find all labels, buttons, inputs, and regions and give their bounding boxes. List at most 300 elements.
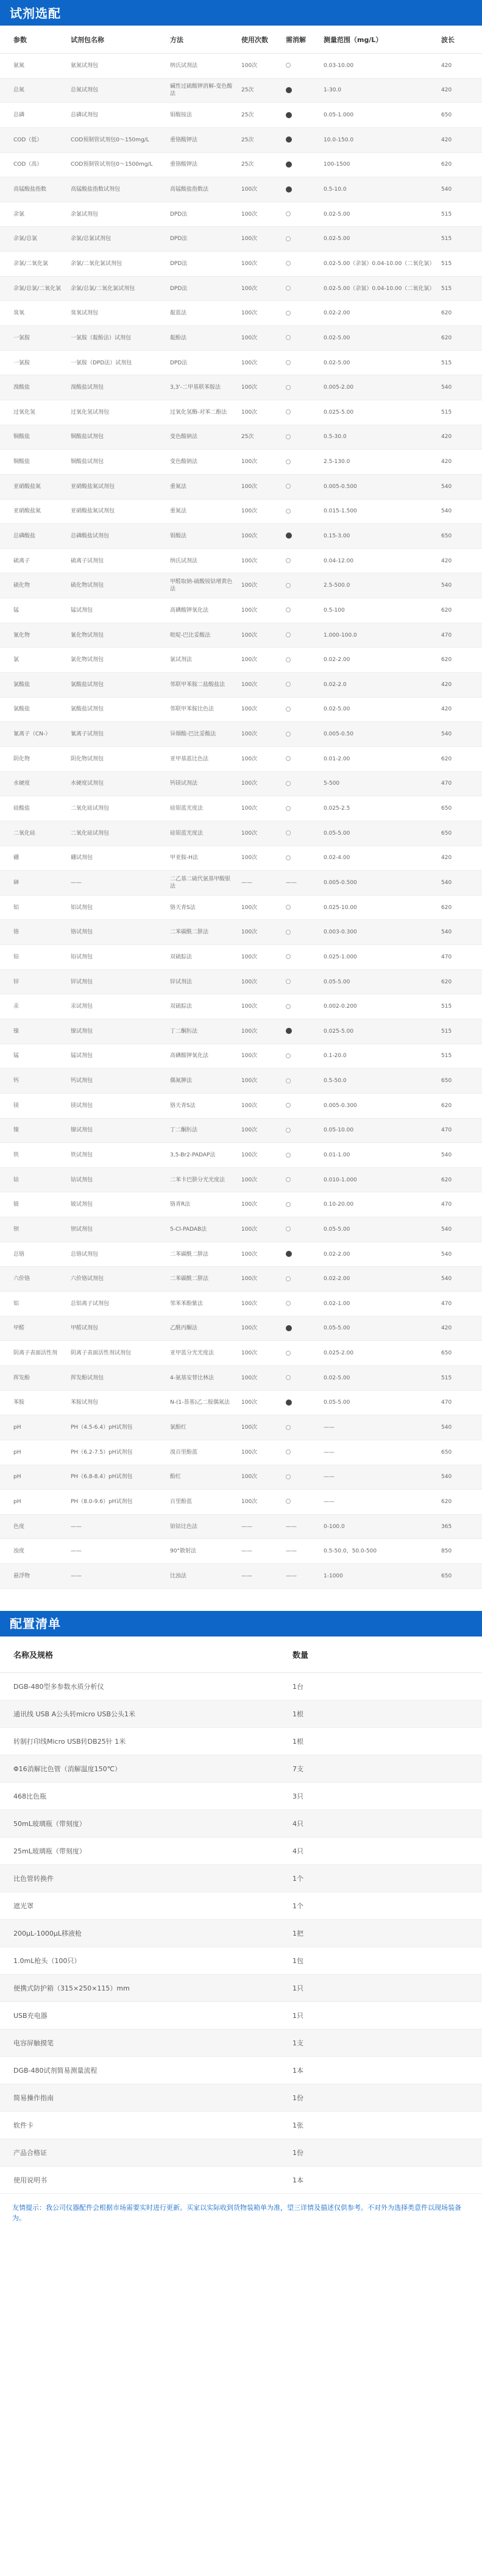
reagent-cell-method: DPD法 bbox=[170, 260, 188, 267]
reagent-cell-method: 二苯碳酰二肼法 bbox=[170, 929, 209, 936]
reagent-row bbox=[0, 301, 482, 326]
digest-not-required-icon bbox=[286, 905, 291, 910]
reagent-cell-count: 100次 bbox=[241, 508, 258, 515]
reagent-cell-param: 氯 bbox=[13, 657, 19, 663]
reagent-cell-digest bbox=[283, 1127, 320, 1134]
config-row bbox=[0, 1728, 482, 1755]
digest-not-required-icon bbox=[286, 1103, 291, 1108]
reagent-row bbox=[0, 1341, 482, 1366]
reagent-row bbox=[0, 177, 482, 202]
config-row bbox=[0, 1810, 482, 1838]
reagent-cell-method: 二乙基二硫代氨基甲酸银法 bbox=[170, 876, 231, 890]
reagent-cell-digest bbox=[283, 978, 320, 986]
reagent-cell-digest bbox=[283, 483, 320, 490]
reagent-cell-digest bbox=[283, 1300, 320, 1307]
reagent-cell-reagent: PH（8.0-9.6）pH试剂包 bbox=[71, 1498, 133, 1505]
digest-not-required-icon bbox=[286, 335, 291, 340]
reagent-cell-method: 丁二酮肟法 bbox=[170, 1028, 198, 1035]
reagent-cell-reagent: 挥发酚试剂包 bbox=[71, 1375, 104, 1381]
reagent-cell-digest bbox=[283, 1325, 320, 1332]
reagent-cell-range: 0.05-10.00 bbox=[324, 1127, 354, 1134]
reagent-cell-reagent: 氰离子试剂包 bbox=[71, 731, 104, 738]
reagent-cell-reagent: 阴离子表面活性剂试剂包 bbox=[71, 1350, 132, 1357]
reagent-row bbox=[0, 1143, 482, 1168]
reagent-cell-digest bbox=[283, 1102, 320, 1109]
reagent-cell-count: 100次 bbox=[241, 1424, 258, 1431]
config-item-quantity: 1份 bbox=[292, 2148, 303, 2157]
reagent-cell-param: COD（高） bbox=[13, 161, 43, 168]
reagent-cell-method: 铬天青S法 bbox=[170, 1102, 196, 1109]
reagent-cell-count: 100次 bbox=[241, 929, 258, 936]
config-item-quantity: 1把 bbox=[292, 1929, 303, 1937]
reagent-cell-range: 100-1500 bbox=[324, 161, 350, 168]
config-note: 友情提示：我公司仪器配件会根据市场需要实时进行更新。买家以实际收到货物装箱单为准，望三详情及描述仅供参考。不对外为选择类意件以现场装备为。 bbox=[12, 2203, 461, 2222]
reagent-cell-reagent: 总氮试剂包 bbox=[71, 87, 99, 94]
reagent-row bbox=[0, 747, 482, 772]
digest-not-required-icon bbox=[286, 1301, 291, 1306]
header-range: 测量范围（mg/L） bbox=[324, 35, 383, 44]
config-item-name: 遮光罩 bbox=[13, 1902, 34, 1910]
reagent-cell-reagent: 氨氮试剂包 bbox=[71, 62, 99, 69]
reagent-cell-count: 25次 bbox=[241, 112, 254, 119]
reagent-cell-digest bbox=[283, 1028, 320, 1035]
reagent-cell-wavelength: 515 bbox=[441, 260, 452, 267]
header-reagent: 试剂包名称 bbox=[71, 35, 104, 44]
config-section-title-bar bbox=[0, 1611, 482, 1637]
reagent-cell-reagent: 水硬度试剂包 bbox=[71, 780, 104, 787]
reagent-cell-method: 钼酸法 bbox=[170, 533, 187, 539]
reagent-cell-method: 溴百里酚蓝 bbox=[170, 1449, 198, 1456]
reagent-cell-method: 钙镁试剂法 bbox=[170, 780, 198, 787]
reagent-cell-method: 高碘酸钾氧化法 bbox=[170, 1053, 209, 1060]
digest-not-required-icon bbox=[286, 311, 291, 316]
reagent-cell-count: 100次 bbox=[241, 904, 258, 911]
reagent-cell-count: 100次 bbox=[241, 483, 258, 490]
reagent-cell-range: 2.5-500.0 bbox=[324, 582, 350, 589]
reagent-cell-method: 亚甲基蓝比色法 bbox=[170, 755, 209, 762]
digest-not-required-icon bbox=[286, 1276, 291, 1281]
reagent-cell-reagent: 余氯/总氯试剂包 bbox=[71, 236, 112, 242]
reagent-cell-count: 100次 bbox=[241, 755, 258, 762]
reagent-cell-count: 100次 bbox=[241, 1498, 258, 1505]
reagent-cell-digest bbox=[283, 334, 320, 342]
reagent-cell-param: 铅 bbox=[13, 954, 19, 960]
reagent-cell-count: 100次 bbox=[241, 236, 258, 242]
reagent-cell-wavelength: 420 bbox=[441, 87, 452, 94]
reagent-cell-digest bbox=[283, 211, 320, 218]
reagent-cell-count: 25次 bbox=[241, 136, 254, 143]
config-item-quantity: 1支 bbox=[292, 2039, 303, 2047]
reagent-row bbox=[0, 1192, 482, 1217]
reagent-cell-digest bbox=[283, 780, 320, 787]
reagent-cell-reagent: PH（4.5-6.4）pH试剂包 bbox=[71, 1424, 133, 1431]
config-item-quantity: 3只 bbox=[292, 1792, 303, 1800]
reagent-row bbox=[0, 896, 482, 921]
reagent-cell-wavelength: 540 bbox=[441, 1276, 452, 1283]
reagent-cell-count: 100次 bbox=[241, 1449, 258, 1456]
reagent-cell-digest bbox=[283, 260, 320, 267]
reagent-cell-wavelength: 515 bbox=[441, 1053, 452, 1060]
reagent-cell-digest bbox=[283, 1449, 320, 1456]
reagent-cell-wavelength: 540 bbox=[441, 483, 452, 490]
reagent-cell-method: 钼酸铵法 bbox=[170, 112, 193, 119]
reagent-cell-digest bbox=[283, 1226, 320, 1233]
reagent-row bbox=[0, 475, 482, 500]
reagent-row bbox=[0, 1044, 482, 1069]
digest-not-required-icon bbox=[286, 1474, 291, 1479]
reagent-cell-range: —— bbox=[324, 1449, 335, 1456]
reagent-cell-range: 0.1-20.0 bbox=[324, 1053, 347, 1060]
reagent-cell-wavelength: 850 bbox=[441, 1548, 452, 1555]
digest-not-required-icon bbox=[286, 409, 291, 414]
digest-not-required-icon bbox=[286, 63, 291, 68]
reagent-cell-reagent: 溴酸盐试剂包 bbox=[71, 384, 104, 391]
reagent-cell-digest bbox=[283, 755, 320, 763]
reagent-row bbox=[0, 351, 482, 376]
reagent-cell-wavelength: 540 bbox=[441, 508, 452, 515]
digest-not-required-icon bbox=[286, 1449, 291, 1454]
reagent-cell-param: 溴酸盐 bbox=[13, 384, 30, 391]
config-item-quantity: 1根 bbox=[292, 1710, 303, 1718]
reagent-cell-wavelength: 540 bbox=[441, 186, 452, 193]
digest-not-required-icon bbox=[286, 979, 291, 984]
reagent-cell-count: 100次 bbox=[241, 978, 258, 985]
reagent-cell-count: 100次 bbox=[241, 1102, 258, 1109]
reagent-cell-param: COD（低） bbox=[13, 136, 43, 143]
config-item-name: DGB-480试剂简易测量流程 bbox=[13, 2066, 97, 2075]
reagent-cell-wavelength: 620 bbox=[441, 334, 452, 341]
config-item-quantity: 1个 bbox=[292, 1874, 303, 1883]
reagent-cell-wavelength: 515 bbox=[441, 285, 452, 292]
config-item-name: 200μL-1000μL移液枪 bbox=[13, 1929, 82, 1937]
config-row bbox=[0, 2002, 482, 2029]
reagent-cell-param: 镍 bbox=[13, 1127, 19, 1134]
config-row bbox=[0, 1892, 482, 1920]
reagent-cell-range: 0.02-5.00 bbox=[324, 211, 350, 218]
reagent-cell-range: 2.5-130.0 bbox=[324, 459, 350, 465]
reagent-cell-reagent: 锌试剂包 bbox=[71, 978, 93, 985]
reagent-row bbox=[0, 326, 482, 351]
reagent-cell-range: 0.025-5.00 bbox=[324, 409, 354, 416]
reagent-cell-param: 锌 bbox=[13, 978, 19, 985]
reagent-cell-range: 0.05-5.00 bbox=[324, 978, 350, 985]
reagent-row bbox=[0, 1119, 482, 1144]
reagent-row bbox=[0, 1490, 482, 1515]
reagent-cell-count: 100次 bbox=[241, 1300, 258, 1307]
reagent-cell-range: 0.05-5.00 bbox=[324, 1325, 350, 1332]
reagent-cell-method: 过氧化氢酶-对苯二酚法 bbox=[170, 409, 227, 416]
reagent-cell-wavelength: 540 bbox=[441, 731, 452, 738]
reagent-cell-count: 100次 bbox=[241, 62, 258, 69]
reagent-cell-count: 100次 bbox=[241, 384, 258, 391]
reagent-cell-digest bbox=[283, 1424, 320, 1431]
reagent-cell-range: 0.5-50.0 bbox=[324, 1078, 347, 1085]
digest-not-required-icon bbox=[286, 682, 291, 687]
digest-not-required-icon bbox=[286, 756, 291, 761]
config-row bbox=[0, 1838, 482, 1865]
digest-not-required-icon bbox=[286, 830, 291, 835]
config-item-quantity: 4只 bbox=[292, 1847, 303, 1855]
reagent-row bbox=[0, 1217, 482, 1242]
reagent-cell-wavelength: 650 bbox=[441, 1078, 452, 1085]
reagent-cell-param: 臭氧 bbox=[13, 310, 25, 317]
config-row bbox=[0, 1700, 482, 1728]
reagent-cell-range: 0.02-5.00 bbox=[324, 706, 350, 713]
reagent-cell-param: pH bbox=[13, 1449, 21, 1456]
reagent-cell-count: 100次 bbox=[241, 805, 258, 812]
reagent-row bbox=[0, 945, 482, 970]
reagent-cell-wavelength: 515 bbox=[441, 409, 452, 416]
reagent-cell-method: 百里酚蓝 bbox=[170, 1498, 193, 1505]
digest-not-required-icon bbox=[286, 509, 291, 514]
reagent-cell-wavelength: 650 bbox=[441, 1573, 452, 1579]
reagent-cell-param: 氯酸盐 bbox=[13, 681, 30, 688]
reagent-cell-range: 0.025-2.5 bbox=[324, 805, 350, 812]
config-item-name: 使用说明书 bbox=[13, 2176, 47, 2184]
reagent-cell-param: pH bbox=[13, 1424, 21, 1431]
config-item-quantity: 1只 bbox=[292, 2011, 303, 2020]
reagent-cell-count: 100次 bbox=[241, 557, 258, 564]
config-section-title: 配置清单 bbox=[10, 1616, 61, 1632]
reagent-cell-param: 悬浮物 bbox=[13, 1573, 30, 1579]
digest-not-required-icon bbox=[286, 1375, 291, 1380]
reagent-row bbox=[0, 920, 482, 945]
reagent-cell-param: 砷 bbox=[13, 879, 19, 886]
reagent-cell-count: 100次 bbox=[241, 1276, 258, 1283]
reagent-cell-range: 0.003-0.300 bbox=[324, 929, 357, 936]
reagent-row bbox=[0, 103, 482, 128]
reagent-cell-reagent: COD预制管试剂包0～150mg/L bbox=[71, 136, 149, 143]
reagent-cell-digest bbox=[283, 310, 320, 317]
reagent-cell-wavelength: 420 bbox=[441, 434, 452, 441]
reagent-cell-param: 铜酸盐 bbox=[13, 434, 30, 441]
reagent-cell-count: 100次 bbox=[241, 1053, 258, 1060]
reagent-cell-count: 100次 bbox=[241, 334, 258, 341]
reagent-cell-range: 0.02-2.00 bbox=[324, 1251, 350, 1258]
reagent-row bbox=[0, 1069, 482, 1094]
config-item-name: 25mL玻璃瓶（带刻度） bbox=[13, 1847, 86, 1855]
reagent-cell-count: 100次 bbox=[241, 1028, 258, 1035]
reagent-cell-wavelength: 620 bbox=[441, 755, 452, 762]
reagent-cell-reagent: —— bbox=[71, 879, 82, 886]
reagent-cell-wavelength: 620 bbox=[441, 657, 452, 663]
reagent-cell-method: DPD法 bbox=[170, 285, 188, 292]
reagent-cell-digest bbox=[283, 681, 320, 688]
reagent-cell-range: 0.02-5.00 bbox=[324, 1375, 350, 1381]
reagent-table-header bbox=[0, 26, 482, 54]
reagent-cell-wavelength: 540 bbox=[441, 1152, 452, 1158]
reagent-row bbox=[0, 970, 482, 995]
config-item-quantity: 1张 bbox=[292, 2121, 303, 2129]
reagent-cell-count: —— bbox=[241, 1548, 252, 1555]
reagent-cell-reagent: PH（6.2-7.5）pH试剂包 bbox=[71, 1449, 133, 1456]
reagent-cell-param: 总磷 bbox=[13, 112, 25, 119]
digest-not-required-icon bbox=[286, 1128, 291, 1133]
digest-not-required-icon bbox=[286, 211, 291, 216]
reagent-cell-param: 一氯胺 bbox=[13, 359, 30, 366]
reagent-cell-count: 100次 bbox=[241, 1127, 258, 1134]
digest-not-required-icon bbox=[286, 385, 291, 390]
reagent-row bbox=[0, 79, 482, 104]
reagent-cell-count: 100次 bbox=[241, 706, 258, 713]
config-item-quantity: 1本 bbox=[292, 2176, 303, 2184]
reagent-cell-range: 1-1000 bbox=[324, 1573, 343, 1579]
reagent-cell-reagent: 苯胺试剂包 bbox=[71, 1399, 99, 1406]
reagent-cell-digest bbox=[283, 1052, 320, 1060]
reagent-cell-range: 0.5-50.0，50.0-500 bbox=[324, 1548, 377, 1555]
reagent-cell-reagent: —— bbox=[71, 1523, 82, 1530]
reagent-cell-reagent: 过氧化氢试剂包 bbox=[71, 409, 110, 416]
reagent-cell-param: 二氧化硅 bbox=[13, 830, 36, 837]
reagent-cell-param: 高锰酸盐指数 bbox=[13, 186, 47, 193]
reagent-cell-range: 0.005-0.500 bbox=[324, 879, 357, 886]
reagent-cell-param: 镁 bbox=[13, 1102, 19, 1109]
reagent-cell-param: 氰化物 bbox=[13, 632, 30, 639]
reagent-cell-method: 铬天青S法 bbox=[170, 904, 196, 911]
reagent-row bbox=[0, 821, 482, 846]
reagent-row bbox=[0, 796, 482, 821]
reagent-cell-digest bbox=[283, 533, 320, 540]
reagent-row bbox=[0, 425, 482, 450]
reagent-cell-method: 90°散射法 bbox=[170, 1548, 196, 1555]
reagent-cell-range: 0.005-0.50 bbox=[324, 731, 354, 738]
reagent-cell-digest: —— bbox=[286, 1573, 297, 1579]
reagent-cell-range: 1-30.0 bbox=[324, 87, 342, 94]
digest-not-required-icon bbox=[286, 261, 291, 266]
reagent-cell-count: 100次 bbox=[241, 1375, 258, 1381]
header-digest: 需消解 bbox=[286, 35, 306, 44]
reagent-cell-method: 3,5-Br2-PADAP法 bbox=[170, 1152, 216, 1158]
reagent-row bbox=[0, 772, 482, 797]
config-table-header bbox=[0, 1637, 482, 1673]
reagent-cell-range: 0.02-5.00 bbox=[324, 334, 350, 341]
reagent-cell-digest bbox=[283, 656, 320, 663]
reagent-cell-wavelength: 650 bbox=[441, 533, 452, 539]
reagent-cell-range: 0.02-5.00 bbox=[324, 236, 350, 242]
config-item-name: 软件卡 bbox=[13, 2121, 34, 2129]
reagent-cell-digest bbox=[283, 1350, 320, 1357]
reagent-cell-reagent: 钙试剂包 bbox=[71, 1078, 93, 1085]
reagent-cell-method: 铬青R法 bbox=[170, 1201, 191, 1208]
reagent-cell-wavelength: 540 bbox=[441, 384, 452, 391]
reagent-cell-count: 100次 bbox=[241, 260, 258, 267]
reagent-cell-reagent: 氯酸盐试剂包 bbox=[71, 681, 104, 688]
reagent-cell-range: 0.05-1.000 bbox=[324, 112, 354, 119]
digest-not-required-icon bbox=[286, 1177, 291, 1182]
reagent-cell-digest bbox=[283, 582, 320, 589]
reagent-cell-range: —— bbox=[324, 1424, 335, 1431]
reagent-cell-digest bbox=[283, 359, 320, 367]
reagent-cell-param: pH bbox=[13, 1474, 21, 1481]
config-row bbox=[0, 1865, 482, 1892]
reagent-cell-reagent: 阴化物试剂包 bbox=[71, 755, 104, 762]
reagent-cell-method: 铂钴比色法 bbox=[170, 1523, 198, 1530]
reagent-cell-wavelength: 540 bbox=[441, 1474, 452, 1481]
reagent-cell-param: 余氯 bbox=[13, 211, 25, 218]
reagent-cell-reagent: 余氯试剂包 bbox=[71, 211, 99, 218]
reagent-cell-digest bbox=[283, 1473, 320, 1481]
reagent-cell-count: 100次 bbox=[241, 1226, 258, 1233]
reagent-cell-digest: —— bbox=[286, 879, 297, 886]
reagent-cell-method: 高锰酸盐指数法 bbox=[170, 186, 209, 193]
reagent-cell-param: 余氯/总氯 bbox=[13, 236, 38, 242]
reagent-cell-range: 0-100.0 bbox=[324, 1523, 345, 1530]
reagent-row bbox=[0, 500, 482, 525]
digest-not-required-icon bbox=[286, 954, 291, 959]
reagent-cell-count: 25次 bbox=[241, 434, 254, 441]
reagent-row bbox=[0, 722, 482, 747]
reagent-cell-count: 100次 bbox=[241, 310, 258, 317]
reagent-cell-param: 过氧化氢 bbox=[13, 409, 36, 416]
reagent-cell-param: 亚硝酸盐氮 bbox=[13, 508, 41, 515]
reagent-cell-range: 0.01-1.00 bbox=[324, 1152, 350, 1158]
reagent-cell-count: 100次 bbox=[241, 607, 258, 614]
reagent-cell-param: 亚硝酸盐氮 bbox=[13, 483, 41, 490]
reagent-cell-param: 铁 bbox=[13, 1152, 19, 1158]
digest-not-required-icon bbox=[286, 1053, 291, 1058]
digest-not-required-icon bbox=[286, 1153, 291, 1158]
reagent-cell-method: 氯酚红 bbox=[170, 1424, 187, 1431]
reagent-cell-method: 硅钼蓝光度法 bbox=[170, 830, 204, 837]
config-item-quantity: 1份 bbox=[292, 2093, 303, 2102]
reagent-cell-count: 100次 bbox=[241, 1251, 258, 1258]
reagent-cell-count: 25次 bbox=[241, 161, 254, 168]
config-row bbox=[0, 1783, 482, 1810]
header-count: 使用次数 bbox=[241, 35, 268, 44]
reagent-row bbox=[0, 375, 482, 400]
reagent-cell-digest bbox=[283, 186, 320, 193]
reagent-cell-range: 0.05-5.00 bbox=[324, 1399, 350, 1406]
reagent-cell-param: 总磷酸盐 bbox=[13, 533, 36, 539]
reagent-cell-count: 100次 bbox=[241, 285, 258, 292]
reagent-cell-reagent: 铜酸盐试剂包 bbox=[71, 459, 104, 465]
reagent-cell-reagent: 高锰酸盐指数试剂包 bbox=[71, 186, 121, 193]
reagent-cell-wavelength: 420 bbox=[441, 62, 452, 69]
digest-not-required-icon bbox=[286, 1351, 291, 1356]
reagent-cell-range: 0.04-12.00 bbox=[324, 557, 354, 564]
reagent-cell-range: 0.010-1.000 bbox=[324, 1177, 357, 1183]
reagent-cell-range: 0.5-10.0 bbox=[324, 186, 347, 193]
reagent-cell-param: 氨氮 bbox=[13, 62, 25, 69]
config-item-name: DGB-480型多参数水质分析仪 bbox=[13, 1682, 104, 1691]
config-item-quantity: 1个 bbox=[292, 1902, 303, 1910]
config-item-name: 50mL玻璃瓶（带刻度） bbox=[13, 1819, 86, 1828]
config-row bbox=[0, 1947, 482, 1975]
reagent-cell-param: 阴化物 bbox=[13, 755, 30, 762]
reagent-cell-method: 吡啶-巴比妥酸法 bbox=[170, 632, 211, 639]
reagent-cell-wavelength: 620 bbox=[441, 1177, 452, 1183]
reagent-cell-digest bbox=[283, 904, 320, 911]
reagent-cell-param: 氯酸盐 bbox=[13, 706, 30, 713]
reagent-cell-wavelength: 470 bbox=[441, 1399, 452, 1406]
reagent-cell-reagent: 臭氧试剂包 bbox=[71, 310, 99, 317]
reagent-cell-reagent: 镍试剂包 bbox=[71, 1127, 93, 1134]
reagent-cell-method: 邻联甲苯胺二盐酸盐法 bbox=[170, 681, 225, 688]
reagent-cell-param: 六价铬 bbox=[13, 1276, 30, 1283]
reagent-row bbox=[0, 1267, 482, 1292]
digest-not-required-icon bbox=[286, 1499, 291, 1504]
digest-required-icon bbox=[286, 1251, 292, 1257]
reagent-row bbox=[0, 1391, 482, 1416]
reagent-row bbox=[0, 153, 482, 178]
reagent-cell-range: 0.01-2.00 bbox=[324, 755, 350, 762]
config-row bbox=[0, 2084, 482, 2112]
reagent-row bbox=[0, 450, 482, 475]
reagent-cell-range: 0.02-2.00 bbox=[324, 657, 350, 663]
reagent-cell-wavelength: 620 bbox=[441, 607, 452, 614]
reagent-row bbox=[0, 623, 482, 648]
reagent-cell-wavelength: 620 bbox=[441, 1498, 452, 1505]
